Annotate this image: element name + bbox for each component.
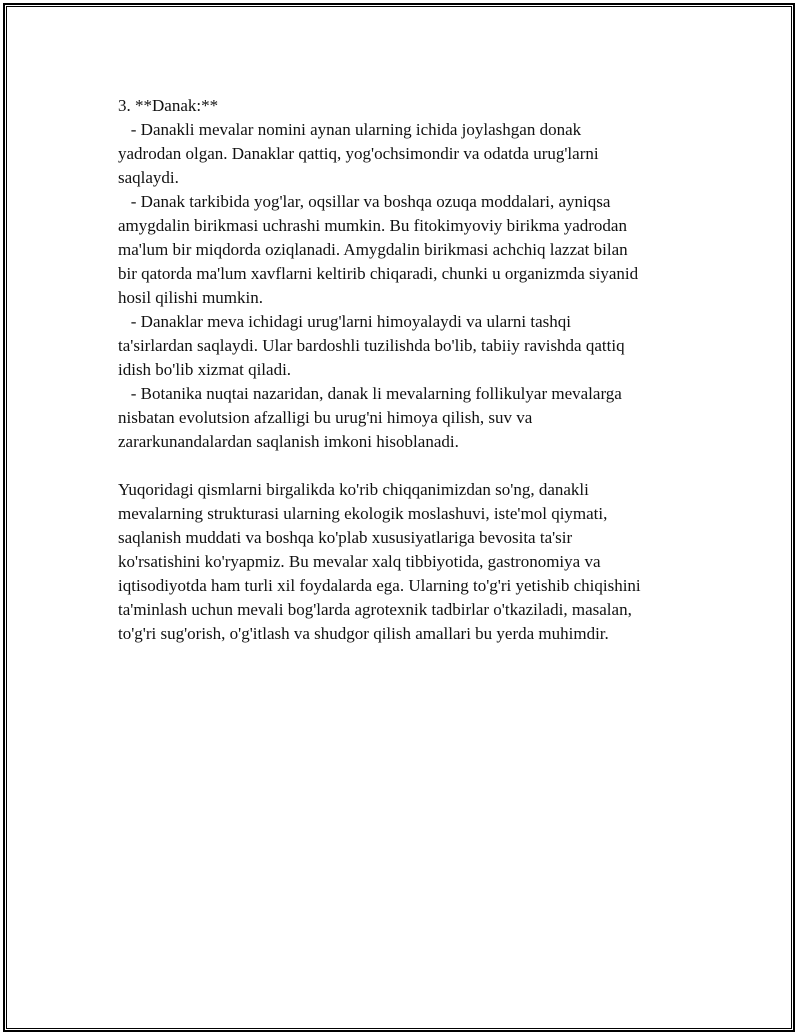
bullet-4-line-3: zararkunandalardan saqlanish imkoni hisoblanadi. <box>118 432 459 451</box>
document-body <box>118 94 698 646</box>
bullet-2-line-1: - Danak tarkibida yog'lar, oqsillar va boshqa ozuqa moddalari, ayniqsa <box>118 192 611 211</box>
bullet-4 <box>118 382 698 454</box>
conclusion-line-4: ko'rsatishini ko'ryapmiz. Bu mevalar xalq tibbiyotida, gastronomiya va <box>118 552 601 571</box>
conclusion-line-2: mevalarning strukturasi ularning ekologik moslashuvi, iste'mol qiymati, <box>118 504 608 523</box>
bullet-1-line-1: - Danakli mevalar nomini aynan ularning ichida joylashgan donak <box>118 120 582 139</box>
conclusion-paragraph <box>118 478 698 646</box>
bullet-2-line-4: bir qatorda ma'lum xavflarni keltirib chiqaradi, chunki u organizmda siyanid <box>118 264 639 283</box>
bullet-1-line-2: yadrodan olgan. Danaklar qattiq, yog'ochsimondir va odatda urug'larni <box>118 144 599 163</box>
bullet-3-line-3: idish bo'lib xizmat qiladi. <box>118 360 292 379</box>
bullet-4-line-2: nisbatan evolutsion afzalligi bu urug'ni himoya qilish, suv va <box>118 408 533 427</box>
bullet-2 <box>118 190 698 310</box>
bullet-2-line-5: hosil qilishi mumkin. <box>118 288 263 307</box>
bullet-3-line-2: ta'sirlardan saqlaydi. Ular bardoshli tuzilishda bo'lib, tabiiy ravishda qattiq <box>118 336 625 355</box>
conclusion-line-1: Yuqoridagi qismlarni birgalikda ko'rib chiqqanimizdan so'ng, danakli <box>118 480 589 499</box>
bullet-3-line-1: - Danaklar meva ichidagi urug'larni himoyalaydi va ularni tashqi <box>118 312 571 331</box>
conclusion-line-3: saqlanish muddati va boshqa ko'plab xususiyatlariga bevosita ta'sir <box>118 528 573 547</box>
section-heading: 3. **Danak:** <box>118 96 219 115</box>
conclusion-line-5: iqtisodiyotda ham turli xil foydalarda ega. Ularning to'g'ri yetishib chiqishini <box>118 576 641 595</box>
bullet-3 <box>118 310 698 382</box>
paragraph-spacer <box>118 454 698 478</box>
bullet-4-line-1: - Botanika nuqtai nazaridan, danak li mevalarning follikulyar mevalarga <box>118 384 622 403</box>
bullet-2-line-3: ma'lum bir miqdorda oziqlanadi. Amygdalin birikmasi achchiq lazzat bilan <box>118 240 628 259</box>
conclusion-line-7: to'g'ri sug'orish, o'g'itlash va shudgor qilish amallari bu yerda muhimdir. <box>118 624 609 643</box>
bullet-1-line-3: saqlaydi. <box>118 168 179 187</box>
conclusion-line-6: ta'minlash uchun mevali bog'larda agrotexnik tadbirlar o'tkaziladi, masalan, <box>118 600 632 619</box>
bullet-1 <box>118 118 698 190</box>
bullet-2-line-2: amygdalin birikmasi uchrashi mumkin. Bu fitokimyoviy birikma yadrodan <box>118 216 627 235</box>
